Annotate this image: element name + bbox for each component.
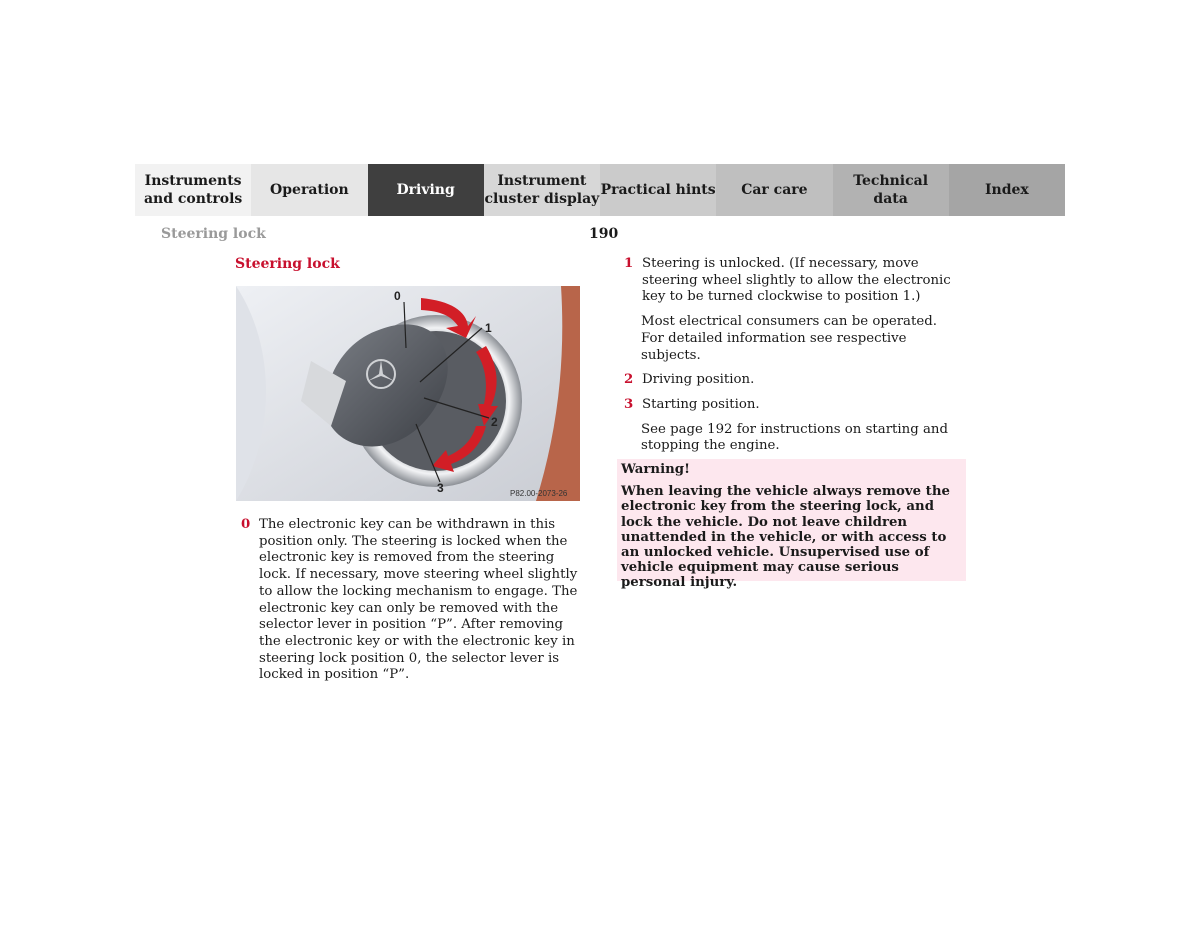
right-column: [624, 256, 959, 455]
warning-title: Warning!: [621, 462, 690, 477]
list-item: [241, 517, 586, 684]
list-item: [624, 397, 959, 414]
figure-label-3: 3: [437, 481, 444, 495]
left-column: [241, 517, 586, 684]
item-note: See page 192 for instructions on starting and stopping the engine.: [641, 421, 948, 454]
tab-instrument-cluster-display[interactable]: [484, 164, 600, 216]
warning-text: When leaving the vehicle always remove the electronic key from the steering lock, and lock the vehicle. Do not leave children unattended in the vehicle, or with access to an unlocked vehicle. Unsupervised use of vehicle equipment may cause serious personal injury.: [621, 484, 950, 591]
page-heading: Steering lock: [235, 256, 340, 272]
page-number: 190: [589, 226, 619, 242]
steering-lock-illustration: [236, 286, 580, 501]
item-number: 0: [241, 517, 251, 532]
list-item: [624, 372, 959, 389]
list-item: [624, 256, 959, 306]
warning-box: [617, 459, 966, 591]
tab-car-care[interactable]: [716, 164, 832, 216]
tab-label: Driving: [396, 182, 455, 198]
figure-label-2: 2: [491, 415, 498, 429]
tab-instruments-and-controls[interactable]: [135, 164, 251, 216]
item-number: 3: [624, 396, 634, 412]
tab-label: Instruments and controls: [143, 173, 243, 207]
tab-label: Technical data: [853, 173, 929, 207]
item-text: The electronic key can be withdrawn in this position only. The steering is locked when the electronic key is removed from the steering lock. If necessary, move steering wheel slightly to allow the locking mechanism to engage. The electronic key can only be removed with the selector lever in position “P”. After removing the electronic key or with the electronic key in steering lock position 0, the selector lever is locked in position “P”.: [259, 517, 578, 683]
item-text: Steering is unlocked. (If necessary, move steering wheel slightly to allow the electronic key to be turned clockwise to position 1.): [642, 256, 951, 305]
tab-label: Index: [984, 182, 1029, 198]
section-title: Steering lock: [161, 226, 266, 242]
tab-label: Practical hints: [600, 182, 716, 198]
figure-code: P82.00-2073-26: [510, 489, 568, 498]
item-text: Starting position.: [642, 396, 760, 412]
item-number: 1: [624, 256, 634, 271]
tab-label: Car care: [741, 182, 808, 198]
tab-label: Operation: [270, 182, 349, 198]
item-note: Most electrical consumers can be operated. For detailed information see respective subjects.: [641, 314, 937, 363]
tab-index[interactable]: [949, 164, 1065, 216]
tab-technical-data[interactable]: [833, 164, 949, 216]
tab-practical-hints[interactable]: [600, 164, 716, 216]
tab-operation[interactable]: [251, 164, 367, 216]
item-number: 2: [624, 372, 634, 388]
chapter-tabs: [135, 164, 1065, 216]
figure-label-1: 1: [485, 321, 492, 335]
figure-label-0: 0: [394, 289, 401, 303]
item-text: Driving position.: [642, 372, 755, 388]
tab-label: Instrument cluster display: [484, 173, 600, 207]
tab-driving[interactable]: [368, 164, 484, 216]
